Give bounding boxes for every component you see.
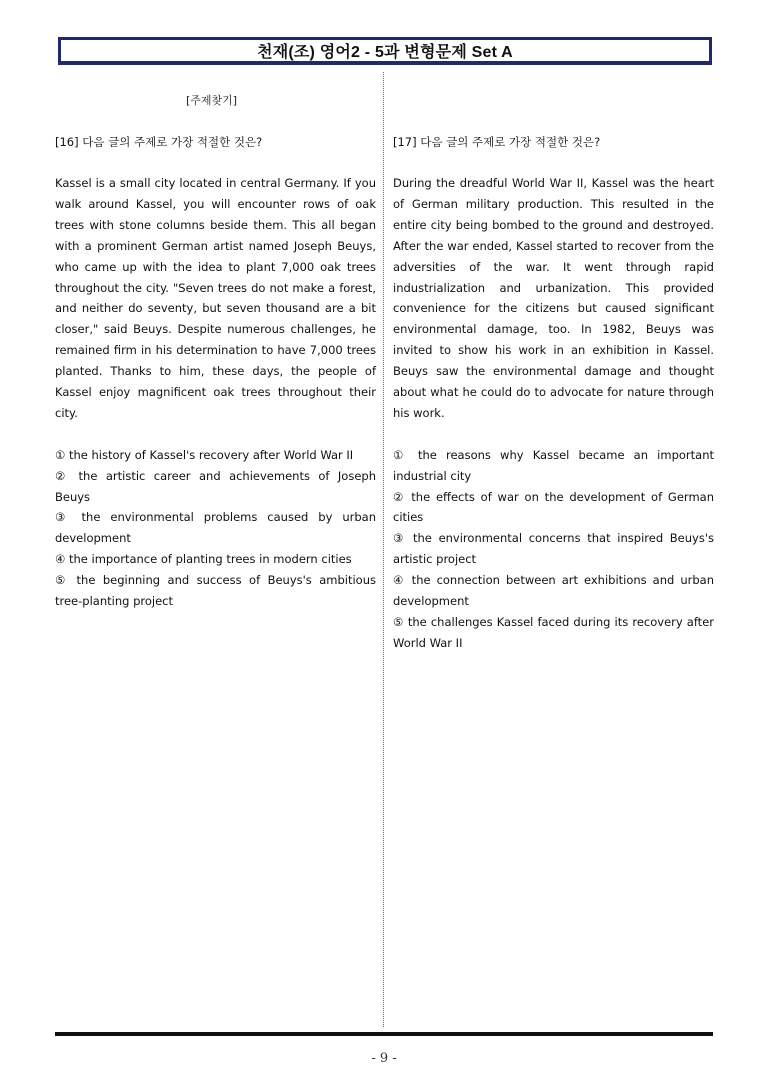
question-17-choices bbox=[393, 445, 714, 654]
page-header bbox=[58, 37, 712, 65]
footer-rule bbox=[55, 1032, 713, 1036]
page-number: - 9 - bbox=[371, 1051, 397, 1066]
choice-5: ⑤ the challenges Kassel faced during its recovery after World War II bbox=[393, 615, 714, 650]
question-16-choices bbox=[55, 445, 376, 612]
choice-1: ① the history of Kassel's recovery after World War II bbox=[55, 447, 354, 462]
question-16 bbox=[55, 173, 376, 612]
choice-5: ⑤ the beginning and success of Beuys's ambitious tree-planting project bbox=[55, 573, 376, 609]
section-label: [주제찾기] bbox=[186, 94, 238, 107]
question-16-passage: Kassel is a small city located in central Germany. If you walk around Kassel, you will encounter rows of oak trees with stone columns beside them. This all began with a prominent German artist named Joseph Beuys, who came up with the idea to plant 7,000 oak trees throughout the city. "Seven trees do not make a forest, and neither do seventy, but seven thousand are a bit closer," said Beuys. Despite numerous challenges, he remained firm in his determination to have 7,000 trees planted. Thanks to him, these days, the people of Kassel enjoy magnificent oak trees throughout their city. bbox=[55, 176, 376, 420]
question-17-passage: During the dreadful World War II, Kassel was the heart of German military production. This resulted in the entire city being bombed to the ground and destroyed. After the war ended, Kassel started to recover from the adversities of the war. It went through rapid industrialization and urbanization. This provided convenience for the citizens but caused significant environmental damage, too. In 1982, Beuys was invited to show his work in an exhibition in Kassel. Beuys saw the environmental damage and thought about what he could do to advocate for nature through his work. bbox=[393, 176, 714, 420]
choice-4: ④ the connection between art exhibitions and urban development bbox=[393, 573, 714, 609]
choice-4: ④ the importance of planting trees in modern cities bbox=[55, 552, 352, 567]
column-divider bbox=[383, 72, 384, 1027]
page-title: 천재(조) 영어2 - 5과 변형문제 Set A bbox=[257, 44, 513, 61]
choice-2: ② the artistic career and achievements of Joseph Beuys bbox=[55, 468, 376, 504]
choice-3: ③ the environmental problems caused by urban development bbox=[55, 510, 376, 546]
choice-2: ② the effects of war on the development of German cities bbox=[393, 489, 714, 525]
choice-1: ① the reasons why Kassel became an important industrial city bbox=[393, 447, 714, 483]
question-16-title: [16] 다음 글의 주제로 가장 적절한 것은? bbox=[55, 135, 263, 149]
question-17 bbox=[393, 173, 714, 654]
choice-3: ③ the environmental concerns that inspired Beuys's artistic project bbox=[393, 531, 714, 567]
question-17-title: [17] 다음 글의 주제로 가장 적절한 것은? bbox=[393, 135, 601, 149]
